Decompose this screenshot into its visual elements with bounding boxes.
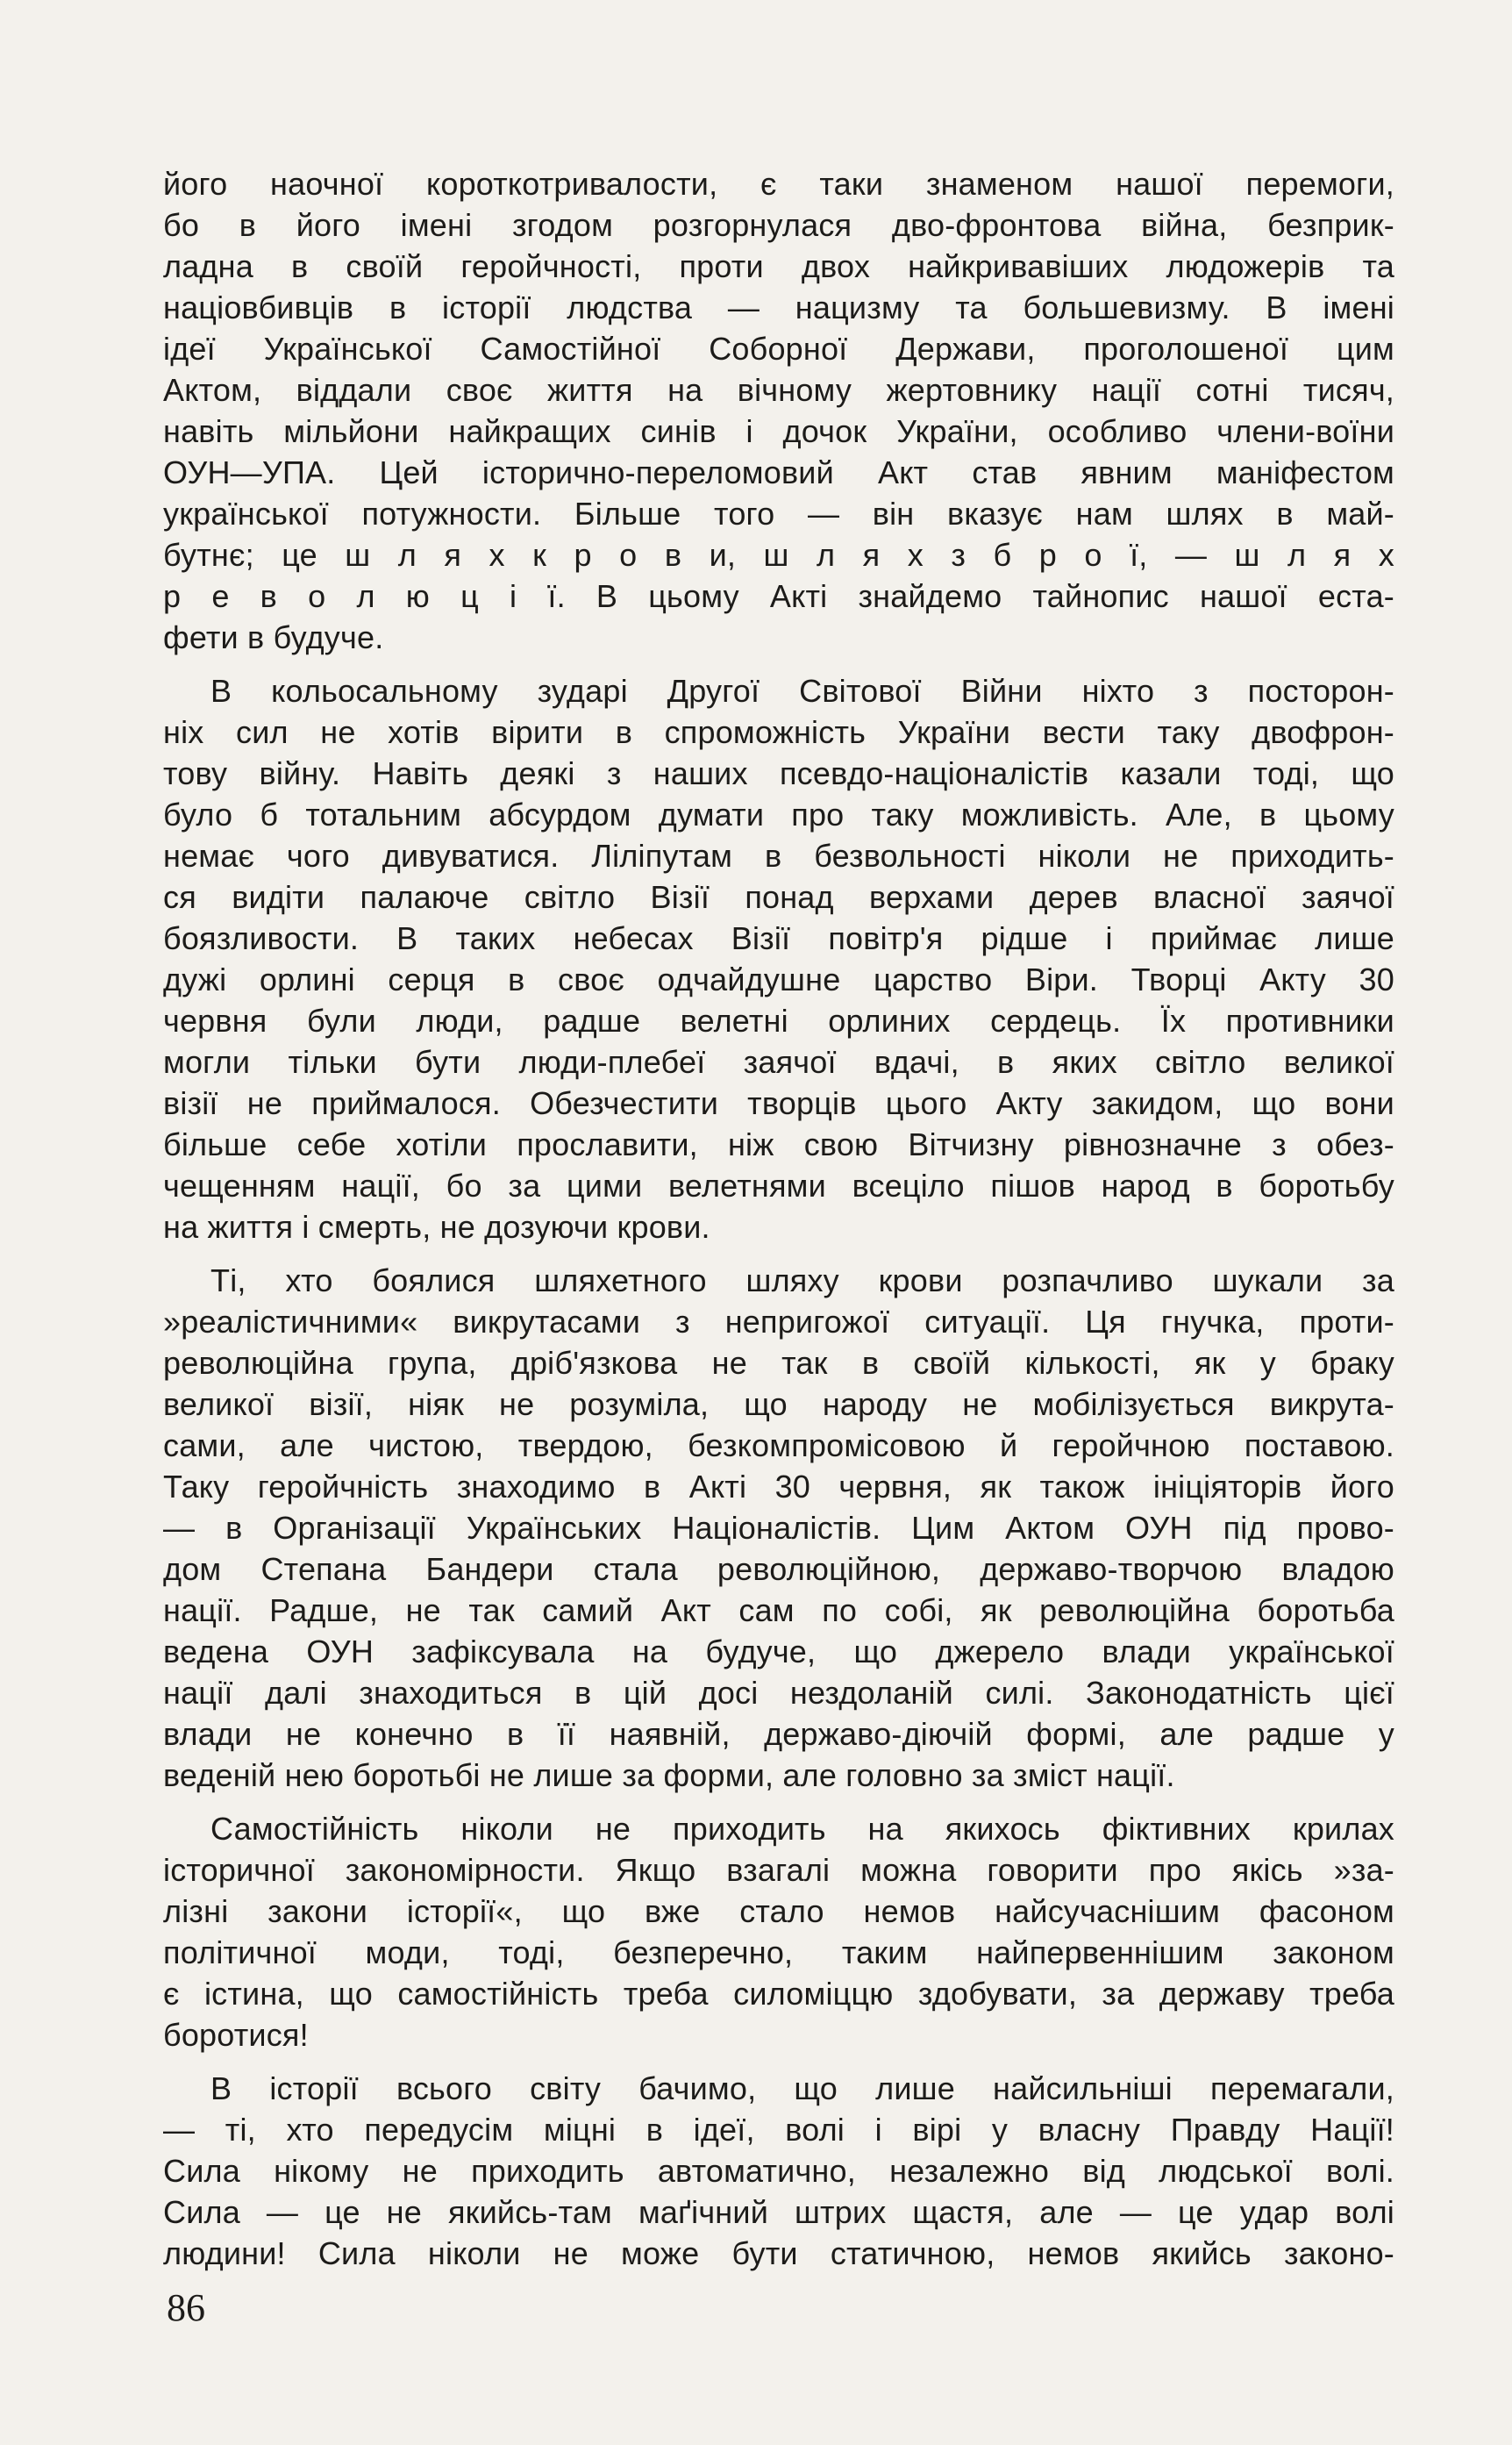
text-line: В кольосальному зударі Другої Світової Війни ніхто з посторон- — [210, 673, 1394, 709]
text-line: Сила нікому не приходить автоматично, незалежно від людської волі. — [163, 2153, 1394, 2189]
paragraph-gap — [163, 1248, 1394, 1260]
text-line: візії не приймалося. Обезчестити творців цього Акту закидом, що вони — [163, 1085, 1394, 1121]
text-line: Самостійність ніколи не приходить на якихось фіктивних крилах — [210, 1811, 1394, 1847]
paragraph — [163, 670, 1394, 1248]
text-line: — ті, хто передусім міцні в ідеї, волі і вірі у власну Правду Нації! — [163, 2112, 1394, 2148]
text-line: ніх сил не хотів вірити в спроможність України вести таку двофрон- — [163, 714, 1394, 750]
text-line: ладна в своїй геройчності, проти двох найкривавіших людожерів та — [163, 248, 1394, 284]
text-line: влади не конечно в її наявній, державо-діючій формі, але радше у — [163, 1716, 1394, 1752]
text-line: дужі орлині серця в своє одчайдушне царство Віри. Творці Акту 30 — [163, 962, 1394, 997]
text-line: Актом, віддали своє життя на вічному жертовнику нації сотні тисяч, — [163, 372, 1394, 408]
text-line: більше себе хотіли прославити, ніж свою Вітчизну рівнозначне з обез- — [163, 1126, 1394, 1162]
text-line: тову війну. Навіть деякі з наших псевдо-націоналістів казали тоді, що — [163, 755, 1394, 791]
text-line: людини! Сила ніколи не може бути статичною, немов якийсь законо- — [163, 2235, 1394, 2271]
paragraph — [163, 1260, 1394, 1796]
text-line: нації далі знаходиться в цій досі нездоланій силі. Законодатність цієї — [163, 1675, 1394, 1711]
text-line: його наочної короткотривалости, є таки знаменом нашої перемоги, — [163, 166, 1394, 202]
text-line: нації. Радше, не так самий Акт сам по собі, як революційна боротьба — [163, 1592, 1394, 1628]
text-line: історичної закономірности. Якщо взагалі можна говорити про якісь »за- — [163, 1852, 1394, 1888]
text-line: р е в о л ю ц і ї. В цьому Акті знайдемо тайнопис нашої еста- — [163, 578, 1394, 614]
text-line: на життя і смерть, не дозуючи крови. — [163, 1209, 710, 1245]
text-line: могли тільки бути люди-плебеї заячої вдачі, в яких світло великої — [163, 1044, 1394, 1080]
text-line: веденій нею боротьбі не лише за форми, але головно за зміст нації. — [163, 1757, 1175, 1793]
text-line: є істина, що самостійність треба силоміццю здобувати, за державу треба — [163, 1976, 1394, 2012]
text-line: ся видіти палаюче світло Візії понад верхами дерев власної заячої — [163, 879, 1394, 915]
text-line: ведена ОУН зафіксувала на будуче, що джерело влади української — [163, 1634, 1394, 1669]
text-line: революційна група, дріб'язкова не так в своїй кількості, як у браку — [163, 1345, 1394, 1381]
text-line: націовбивців в історії людства — нацизму та большевизму. В імені — [163, 290, 1394, 325]
paragraph-gap — [163, 658, 1394, 670]
text-line: навіть мільйони найкращих синів і дочок України, особливо члени-воїни — [163, 413, 1394, 449]
text-line: ідеї Української Самостійної Соборної Держави, проголошеної цим — [163, 331, 1394, 367]
text-line: Ті, хто боялися шляхетного шляху крови розпачливо шукали за — [210, 1262, 1394, 1298]
text-line: чещенням нації, бо за цими велетнями всеціло пішов народ в боротьбу — [163, 1168, 1394, 1204]
text-line: фети в будуче. — [163, 619, 384, 655]
text-line: бо в його імені згодом розгорнулася дво-фронтова війна, безприк- — [163, 207, 1394, 243]
paragraph-gap — [163, 1796, 1394, 1808]
text-line: сами, але чистою, твердою, безкомпромісовою й геройчною поставою. — [163, 1427, 1394, 1463]
text-line: лізні закони історії«, що вже стало немов найсучаснішим фасоном — [163, 1893, 1394, 1929]
text-line: червня були люди, радше велетні орлиних сердець. Їх противники — [163, 1003, 1394, 1039]
text-line: великої візії, ніяк не розуміла, що народу не мобілізується викрута- — [163, 1386, 1394, 1422]
paragraph — [163, 2068, 1394, 2274]
text-line: бутнє; це ш л я х к р о в и, ш л я х з б р о ї, — ш л я х — [163, 537, 1394, 573]
text-line: В історії всього світу бачимо, що лише найсильніші перемагали, — [210, 2070, 1394, 2106]
text-line: української потужности. Більше того — він вказує нам шлях в май- — [163, 496, 1394, 532]
text-line: боротися! — [163, 2017, 309, 2053]
paragraph — [163, 1808, 1394, 2055]
text-line: боязливости. В таких небесах Візії повітр'я рідше і приймає лише — [163, 920, 1394, 956]
text-line: політичної моди, тоді, безперечно, таким найпервеннішим законом — [163, 1934, 1394, 1970]
text-line: ОУН—УПА. Цей історично-переломовий Акт став явним маніфестом — [163, 454, 1394, 490]
text-line: — в Організації Українських Націоналістів. Цим Актом ОУН під прово- — [163, 1510, 1394, 1546]
page-number: 86 — [167, 2286, 205, 2329]
text-line: Таку геройчність знаходимо в Акті 30 червня, як також ініціяторів його — [163, 1469, 1394, 1505]
text-line: »реалістичними« викрутасами з непригожої ситуації. Ця гнучка, проти- — [163, 1304, 1394, 1340]
paragraph-gap — [163, 2055, 1394, 2068]
paragraph — [163, 163, 1394, 658]
text-line: було б тотальним абсурдом думати про таку можливість. Але, в цьому — [163, 797, 1394, 833]
text-line: Сила — це не якийсь-там маґічний штрих щастя, але — це удар волі — [163, 2194, 1394, 2230]
text-line: дом Степана Бандери стала революційною, державо-творчою владою — [163, 1551, 1394, 1587]
body-text — [163, 163, 1394, 2274]
text-line: немає чого дивуватися. Ліліпутам в безвольності ніколи не приходить- — [163, 838, 1394, 874]
